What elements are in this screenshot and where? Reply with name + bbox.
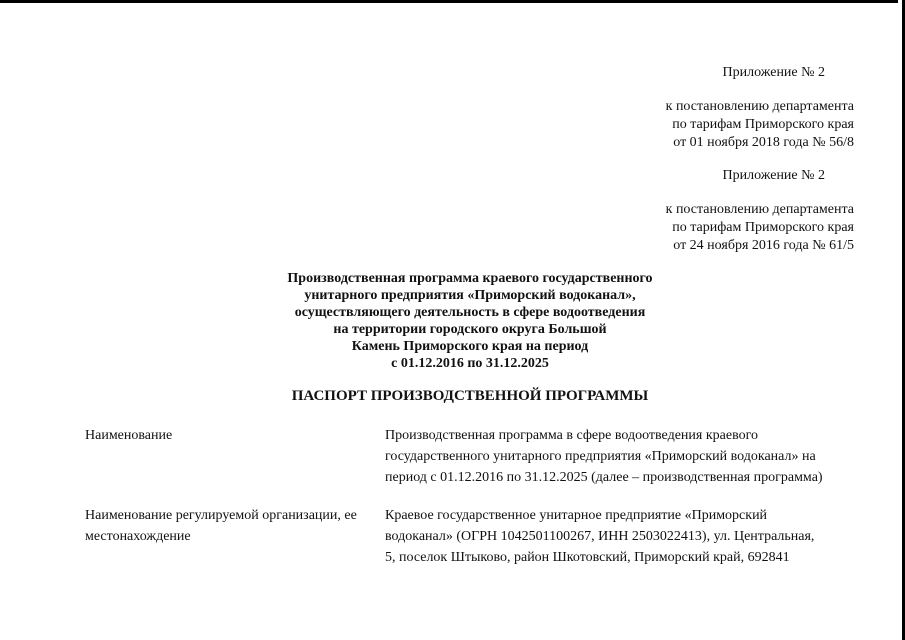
program-title-line: осуществляющего деятельность в сфере водоотведения xyxy=(294,305,646,320)
appendix-previous-line3: от 24 ноября 2016 года № 61/5 xyxy=(673,238,854,253)
passport-heading: ПАСПОРТ ПРОИЗВОДСТВЕННОЙ ПРОГРАММЫ xyxy=(291,388,649,404)
passport-row-value-line: Краевое государственное унитарное предприятие «Приморский xyxy=(385,508,768,523)
appendix-current-line1: к постановлению департамента xyxy=(665,99,854,114)
program-title-line: унитарного предприятия «Приморский водоканал», xyxy=(304,288,636,303)
appendix-previous-title xyxy=(640,167,825,185)
passport-row-organization-value xyxy=(385,505,814,568)
passport-row-value-line: период с 01.12.2016 по 31.12.2025 (далее – производственная программа) xyxy=(385,470,823,485)
appendix-current-title-text: Приложение № 2 xyxy=(722,65,825,80)
passport-row-value-line: государственного унитарного предприятия «Приморский водоканал» на xyxy=(385,449,816,464)
appendix-current-line2: по тарифам Приморского края xyxy=(672,117,854,132)
passport-row-name-label xyxy=(85,425,172,446)
appendix-previous-line1: к постановлению департамента xyxy=(665,202,854,217)
program-title-line: Производственная программа краевого государственного xyxy=(287,271,653,286)
passport-row-name-value xyxy=(385,425,823,488)
appendix-previous-line2: по тарифам Приморского края xyxy=(672,220,854,235)
program-title-line: на территории городского округа Большой xyxy=(333,322,607,337)
program-title-line: Камень Приморского края на период xyxy=(351,339,589,354)
passport-row-value-line: Производственная программа в сфере водоотведения краевого xyxy=(385,428,758,443)
passport-row-label-line: местонахождение xyxy=(85,529,191,544)
program-title-line: с 01.12.2016 по 31.12.2025 xyxy=(391,356,549,371)
program-title xyxy=(230,270,710,372)
appendix-previous-title-text: Приложение № 2 xyxy=(722,168,825,183)
passport-row-label-line: Наименование xyxy=(85,428,173,443)
scan-edge-top xyxy=(0,0,898,3)
appendix-current-title xyxy=(640,64,825,82)
appendix-current-resolution xyxy=(600,98,854,152)
passport-row-organization-label xyxy=(85,505,357,547)
appendix-current-line3: от 01 ноября 2018 года № 56/8 xyxy=(673,135,854,150)
passport-row-label-line: Наименование регулируемой организации, ее xyxy=(85,508,357,523)
passport-row-value-line: 5, поселок Штыково, район Шкотовский, Приморский край, 692841 xyxy=(385,550,790,565)
passport-row-value-line: водоканал» (ОГРН 1042501100267, ИНН 2503022413), ул. Центральная, xyxy=(385,529,815,544)
appendix-previous-resolution xyxy=(600,201,854,255)
